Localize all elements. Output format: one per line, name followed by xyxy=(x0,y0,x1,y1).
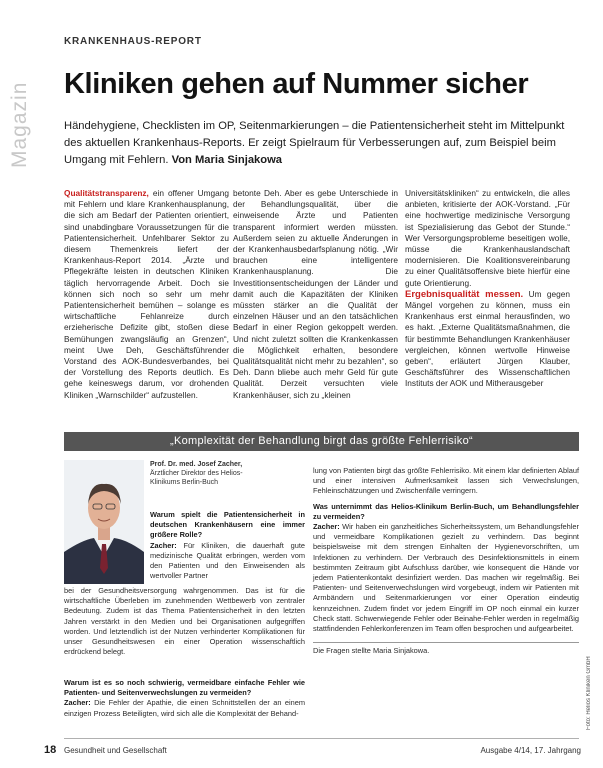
interview-column-1-top xyxy=(150,510,305,581)
body-column-1 xyxy=(64,188,229,401)
interview-column-1-middle xyxy=(64,586,305,657)
answer-speaker: Zacher: xyxy=(313,522,340,532)
paragraph-lead-in: Qualitätstransparenz, xyxy=(64,188,149,198)
interview-credit: Die Fragen stellte Maria Sinjakowa. xyxy=(313,642,579,656)
column-2-text: betonte Deh. Aber es gebe Unterschiede in der Behandlungsqualität, über die einweisende Ärzte und Patienten transparent informiert werden müssten. Außerdem seien zu aktuelle Änderungen in der Krankenhausbedarfsplanung nötig. „Wir brauchen eine intelligentere Krankenhausplanung. Die Investitionsentscheidungen der Länder und damit auch die Kapazitäten der Kliniken müssten stärker an die Qualität der einzelnen Häuser und an den tatsächlichen Bedarf in einer Region gekoppelt werden. Und nicht zuletzt sollten die Krankenkassen die Möglichkeit erhalten, besondere Qualitätsqualität nicht mehr zu bezahlen“, so Deh. Dann bliebe auch mehr Geld für gute Qualität. Derzeit versuchten viele Krankenhäuser, sich zu „kleinen xyxy=(233,188,398,400)
interview-answer-2: Die Fehler der Apathie, die einen Schnittstellen der an einem einzigen Prozess Beteiligten, wird sich alle die Komplexität der Behand- xyxy=(64,698,305,718)
column-3-text-1: Universitätskliniken“ zu entwickeln, die alles anbieten, kritisierte der AOK-Vorstand. „Für eine hochwertige medizinische Versorgung ist Spezialisierung das Gebot der Stunde.“ Wer Versorgungsprobleme beseitigen wolle, müsse die Krankenhauslandschaft modernisieren. Die Koalitionsvereinbarung zu einer Qualitätsoffensive biete hierfür eine gute Orientierung. xyxy=(405,188,570,288)
footer-issue: Ausgabe 4/14, 17. Jahrgang xyxy=(480,746,581,755)
article-title: Kliniken gehen auf Nummer sicher xyxy=(64,68,529,100)
interview-column-1-bottom xyxy=(64,678,305,719)
magazin-section-label: Magazin xyxy=(8,81,31,169)
interview-answer-1-start: Für Kliniken, die dauerhaft gute medizinische Qualität erbringen, werden vom den Patienten und den Einweisenden als wertvoller Partner xyxy=(150,540,305,581)
answer-speaker: Zacher: xyxy=(150,540,177,550)
portrait-photo xyxy=(64,460,144,584)
interview-answer-2-continued: lung von Patienten birgt das größte Fehlerrisiko. Mit einem klar definierten Ablauf und einer intensiven Aufmerksamkeit lassen sich Verwechslungen, Fehleinschätzungen und Zwischenfälle verringern. xyxy=(313,466,579,496)
body-column-3 xyxy=(405,188,570,390)
subheading-ergebnisqualitaet: Ergebnisqualität messen. xyxy=(405,288,524,300)
footer-publication: Gesundheit und Gesellschaft xyxy=(64,746,167,755)
interview-banner: „Komplexität der Behandlung birgt das größte Fehlerrisiko“ xyxy=(64,432,579,451)
column-1-text: ein offener Umgang mit Fehlern und klare Krankenhausplanung, die sich am Bedarf der Patienten orientiert, sind unabdingbare Voraussetzungen für die Patientensicherheit. Unfehlbarer Sektor zu diesem Themenkreis liefert der Krankenhaus-Report 2014. „Ärzte und Pflegekräfte leisten in deutschen Kliniken täglich hervorragende Arbeit. Doch sie können sich noch so sehr um mehr Patientensicherheit bemühen – solange es wirtschaftliche Fehlanreize durch erzieherische Defizite gibt, stoßen diese Bemühungen zwangsläufig an Grenzen“, meint Uwe Deh, Geschäftsführender Vorstand des AOK-Bundesverbandes, bei der Vorstellung des Reports deutlich. Es gehe keineswegs darum, vor drohenden Kliniken „Warnschilder“ aufzustellen. xyxy=(64,188,229,400)
interview-question-3: Was unternimmt das Helios-Klinikum Berlin-Buch, um Behandlungsfehler zu vermeiden? xyxy=(313,501,579,521)
article-author: Von Maria Sinjakowa xyxy=(171,154,283,166)
column-3-text-2: Um gegen Mängel vorgehen zu können, muss ein Krankenhaus erst einmal herausfinden, wo es hakt. „Externe Qualitätsmaßnahmen, die für bestimmte Behandlungen Krankenhäuser vergleichen, können wertvolle Hinweise geben“, erläutert Jürgen Klauber, Geschäftsführer des Wissenschaftlichen Instituts der AOK und Mitherausgeber xyxy=(405,288,570,389)
article-kicker: KRANKENHAUS-REPORT xyxy=(64,36,202,47)
article-lead xyxy=(64,118,579,169)
body-column-2 xyxy=(233,188,398,401)
interview-answer-1-continued: bei der Gesundheitsversorgung wahrgenommen. Das ist für die wirtschaftliche Überleben im zunehmenden Wettbewerb von zentraler Bedeutung. Zudem ist das Thema Patientensicherheit in den letzten Jahren verstärkt in den Medien und bei Organisationen aufgegriffen worden. Und letztendlich ist der Nutzen verhinderter Komplikationen für unser Gesundheitswesen ein einer Operation wissenschaftlich erdrückend belegt. xyxy=(64,586,305,657)
footer-divider xyxy=(64,738,579,739)
photo-credit: Foto: Helios Kliniken GmbH xyxy=(586,656,592,730)
page-number: 18 xyxy=(44,744,57,756)
interview-question-2: Warum ist es so noch schwierig, vermeidbare einfache Fehler wie Patienten- und Seitenverwechslungen zu vermeiden? xyxy=(64,678,305,698)
interviewee-name: Prof. Dr. med. Josef Zacher, xyxy=(150,461,243,468)
interview-column-2 xyxy=(313,466,579,656)
interviewee-role: Ärztlicher Direktor des Helios-Klinikums Berlin-Buch xyxy=(150,470,243,486)
interviewee-caption xyxy=(150,460,270,487)
answer-speaker: Zacher: xyxy=(64,698,91,708)
interview-answer-3: Wir haben ein ganzheitliches Sicherheitssystem, um Behandlungsfehler und vermeidbare Komplikationen gezielt zu verhindern. Das beginnt beispielsweise mit dem strengen Einhalten der Hygienevorschriften, um Infektionen zu verhindern. Der Verbrauch des Desinfektionsmittels in einem bestimmten Zeitraum gibt Aufschluss darüber, wie konsequent die Hände vor jedem Patientenkontakt desinfiziert werden. Das machen wir regelmäßig. Bei Patienten- und Seitenverwechslungen wird vorgebeugt, indem wir Patienten mit Armbändern und Seitenmarkierungen vor einer Operation eindeutig kennzeichnen. Zudem findet vor jedem Eingriff im OP noch einmal ein kurzer Check statt. Schwerwiegende Fehler oder Beinahe-Fehler werden in regelmäßig stattfindenden Fehlerkonferenzen im Team offen besprochen und aufgearbeitet. xyxy=(313,522,579,634)
lead-text: Händehygiene, Checklisten im OP, Seitenmarkierungen – die Patientensicherheit steht im Mittelpunkt des aktuellen Krankenhaus-Reports. Er zeigt Spielraum für Verbesserungen auf, zum Beispiel beim Umgang mit Fehlern. xyxy=(64,120,565,166)
interview-question-1: Warum spielt die Patientensicherheit in deutschen Krankenhäusern eine immer größere Rolle? xyxy=(150,510,305,540)
